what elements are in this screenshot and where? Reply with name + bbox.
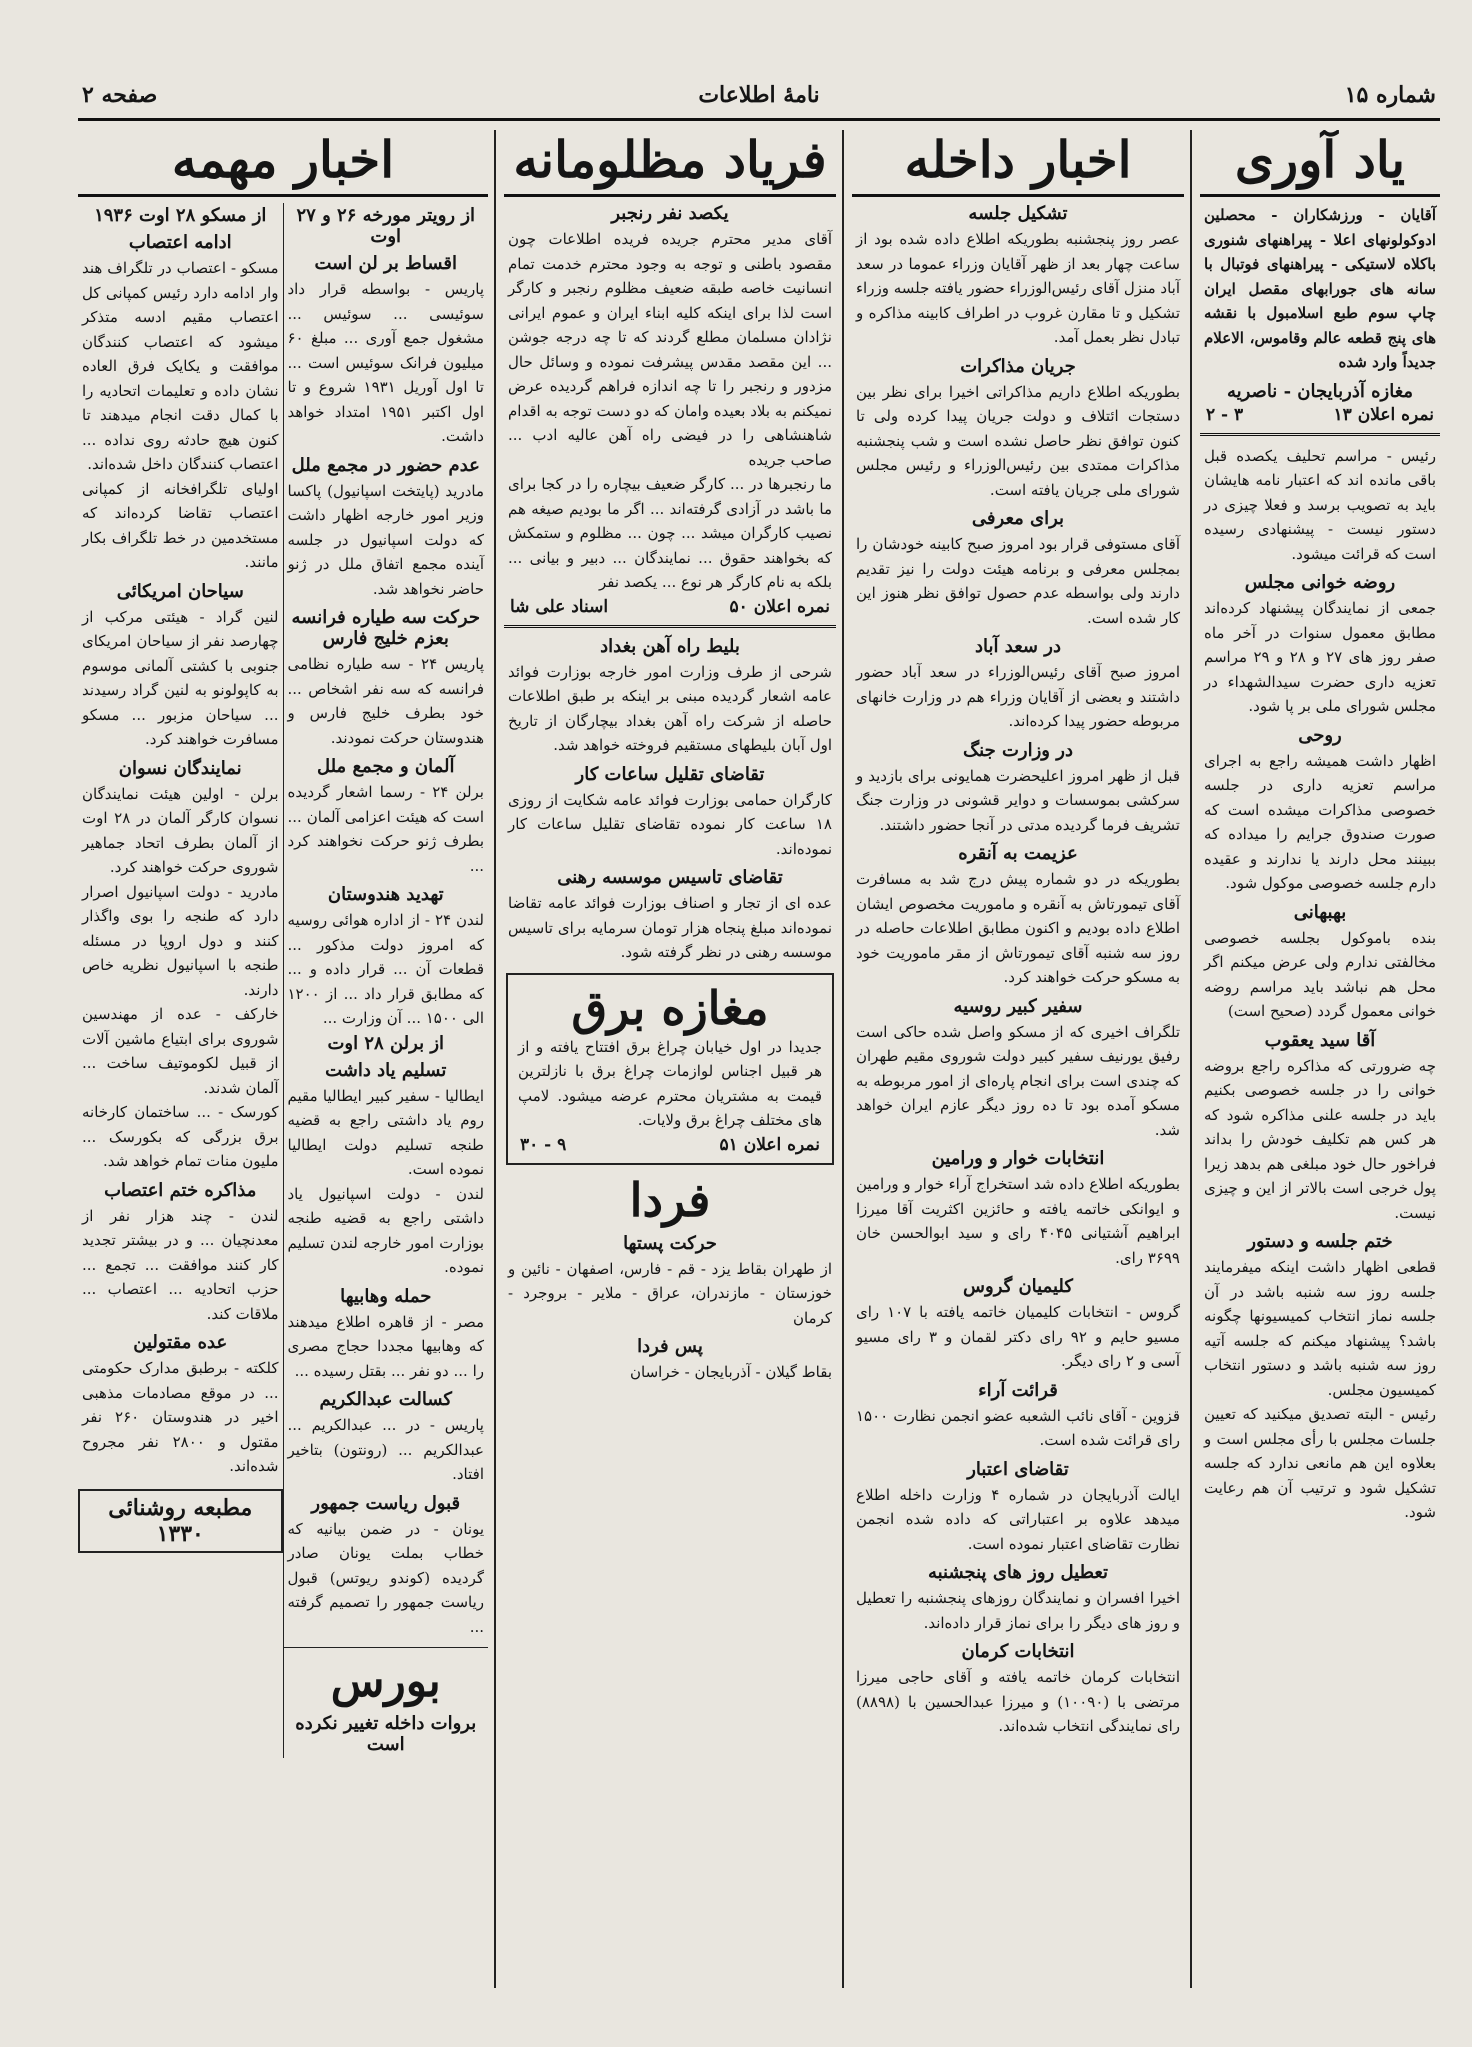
article-text: مصر - از قاهره اطلاع میدهند که وهابیها مجددا حجاج مصری را ... دو نفر ... بقتل رسیده ...: [287, 1312, 484, 1380]
article-text: قبل از ظهر امروز اعلیحضرت همایونی برای بازدید و سرکشی بموسسات و دوایر قشونی در وزارت جنگ تشریف فرما گردیده مدتی در آنجا حضور داشتند.: [856, 766, 1180, 834]
subheading: روضه خوانی مجلس: [1244, 572, 1396, 593]
column-cry-of-oppressed: [504, 130, 836, 2028]
subheading: کلیمیان گروس: [963, 1276, 1073, 1297]
subheading: جریان مذاکرات: [960, 355, 1076, 377]
subheading: تسلیم یاد داشت: [325, 1059, 447, 1081]
subheading: انتخابات خوار و ورامین: [931, 1148, 1105, 1169]
notice-line: [1206, 405, 1434, 425]
subheading: ختم جلسه و دستور: [1247, 1231, 1393, 1252]
article-text: از طهران بقاط یزد - قم - فارس، اصفهان - نائین و خوزستان - مازندران، عراق - ملایر - بروجرد - کرمان: [508, 1259, 832, 1327]
article-text: تلگراف اخیری که از مسکو واصل شده حاکی است رفیق یورنیف سفیر کبیر دولت شوروی مقیم طهران که چندی است برای انجام پاره‌ای از امور مربوطه به مسکو آمده بود تا ده روز دیگر عازم ایران خواهد شد.: [856, 1022, 1180, 1139]
article-text: لندن ۲۴ - از اداره هوائی روسیه که امروز دولت مذکور ... قطعات آن ... قرار داده و ... که مطابق قرار داد ... از ۱۲۰۰ الی ۱۵۰۰ ... آن وزارت ...: [287, 911, 484, 1027]
article-text: پاریس - در ... عبدالکریم ... عبدالکریم ... (رونتون) بتاخیر افتاد.: [287, 1416, 484, 1483]
article-text: ما رنجبرها در ... کارگر ضعیف بیچاره را در کجا برای ما باشد در آزادی گرفته‌اند ... اگر ما بودیم صیغه هم نصیب کارگران میشد ... چون ... مظلوم و ستمکش که بخواهند حقوق ... نمایندگان ... دبیر و بیانی ... بلکه به نام کارگر هر نوع ... یکصد نفر: [508, 475, 832, 591]
subheading: آلمان و مجمع ملل: [316, 756, 455, 777]
article-text: کورسک - ... ساختمان کارخانه برق بزرگی که بکورسک ... ملیون منات تمام خواهد شد.: [82, 1103, 279, 1170]
notice-number: نمره اعلان ۵۱: [719, 1134, 820, 1155]
dateline: از رویتر مورخه ۲۶ و ۲۷ اوت: [296, 205, 476, 247]
subheading: پس فردا: [637, 1336, 703, 1357]
page-number: صفحه ۲: [82, 82, 158, 108]
subheading: بلیط راه آهن بغداد: [600, 635, 740, 657]
subheading: عدم حضور در مجمع ملل: [291, 454, 480, 476]
tomorrow-title: فردا: [629, 1172, 711, 1227]
column-title: فریاد مظلومانه: [504, 130, 836, 197]
column-domestic-news: [852, 130, 1184, 2028]
article-text: قزوین - آقای نائب الشعبه عضو انجمن نظارت ۱۵۰۰ رای قرائت شده است.: [856, 1406, 1180, 1449]
article-text: کلکته - برطبق مدارک حکومتی ... در موقع مصادمات مذهبی اخیر در هندوستان ۲۶۰ نفر مقتول و ۲۸۰۰ نفر مجروح شده‌اند.: [82, 1359, 279, 1475]
article-text: اظهار داشت همیشه راجع به اجرای مراسم تعزیه داری در جلسه خصوصی مذاکرات میشده است که صورت صندوق جرایم را میداده که ببینند محل دارند یا ندارند و عقیده دارم جلسه خصوصی موکول شود.: [1204, 751, 1436, 892]
article-text: بطوریکه اطلاع داریم مذاکراتی اخیرا برای نظر بین دستجات ائتلاف و دولت جریان پیدا کرده ولی تا کنون توافق نظر حاصل نشده است و شب پنجشنبه مذاکرات ممتدی بین رئیس‌الوزراء و رئیس مجلس شورای ملی جریان یافته است.: [856, 382, 1180, 499]
article-text: خارکف - عده از مهندسین شوروی برای ابتیاع ماشین آلات از قبیل لکوموتیف ساخت ... آلمان شدند.: [82, 1005, 279, 1097]
article-text: گروس - انتخابات کلیمیان خاتمه یافته با ۱۰۷ رای مسیو حایم و ۹۲ رای دکتر لقمان و ۳ رای مسیو آسی و ۲ رای دیگر.: [856, 1303, 1180, 1370]
subheading: آقا سید یعقوب: [1264, 1029, 1376, 1051]
subheading: تقاضای تاسیس موسسه رهنی: [557, 867, 783, 888]
subheading: اقساط بر لن است: [314, 253, 457, 274]
subheading: حمله وهابیها: [340, 1285, 432, 1307]
dateline: از برلن ۲۸ اوت: [327, 1032, 445, 1054]
article-text: بطوریکه اطلاع داده شد استخراج آراء خوار و ورامین و ایوانکی خاتمه یافته و حائزین اکثریت آقا میرزا ابراهیم آشتیانی ۴۰۴۵ رای و سید ابوالحسن خان ۳۶۹۹ رای.: [856, 1175, 1180, 1267]
subheading: عده مقتولین: [133, 1332, 228, 1353]
article-text: مسکو - اعتصاب در تلگراف هند وار ادامه دارد رئیس کمپانی کل اعتصاب مقیم ادسه متذکر میشود که اعتصاب کنندگان موافقت و یکایک فرق العاده نشان داده و تعلیمات اتحادیه را با کمال دقت انجام میدهند تا کنون هیچ حادثه روی نداده ... اعتصاب کنندگان داخل شده‌اند.: [82, 259, 279, 473]
article-text: اولیای تلگرافخانه از کمپانی اعتصاب تقاضا کرده‌اند که مستخدمین در خط تلگراف بکار مانند.: [82, 479, 279, 571]
subheading: برای معرفی: [971, 508, 1065, 529]
article-text: قطعی اظهار داشت اینکه میفرمایند جلسه روز سه شنبه باشد در آن جلسه نماز انتخاب کمیسیونها چگونه باشد؟ پیشنهاد میکنم که جلسه آتیه روز سه شنبه باشد و دستور انتخاب کمیسیون مجلس.: [1204, 1258, 1436, 1399]
ad-text: جدیدا در اول خیابان چراغ برق افتتاح یافته و از هر قبیل اجناس لوازمات چراغ برق با نازلترین قیمت به مشتریان محترم عرضه میشود. لامپ های مختلف چراغ برق ولایات.: [518, 1037, 822, 1129]
subheading: کسالت عبدالکریم: [319, 1389, 452, 1410]
column-rule: [1190, 130, 1192, 1988]
column-rule: [494, 130, 496, 1988]
advertisement-box: [506, 973, 834, 1165]
subheading: یکصد نفر رنجبر: [611, 203, 729, 224]
article-text: کارگران حمامی بوزارت فوائد عامه شکایت از روزی ۱۸ ساعت کار نموده تقاضای تقلیل ساعات کار نموده‌اند.: [508, 790, 832, 858]
notice-number: نمره اعلان ۱۳: [1333, 404, 1434, 425]
article-text: چه ضرورتی که مذاکره راجع بروضه خوانی را در جلسه خصوصی بکنیم باید در جلسه علنی مذاکره شود که هر کس هم تکلیف خودش را بداند فراخور حال خود مبلغی هم بدهد زیرا پول خرجی است بالاتر از این و چیزی نیست.: [1204, 1056, 1436, 1222]
page-header: [78, 78, 1440, 121]
article-text: جمعی از نمایندگان پیشنهاد کرده‌اند مطابق معمول سنوات در آخر ماه صفر روز های ۲۷ و ۲۸ و ۲۹ مراسم تعزیه داری حضرت سیدالشهداء در مجلس شورای ملی بر پا شود.: [1204, 599, 1437, 715]
subheading: در وزارت جنگ: [963, 739, 1073, 761]
article-text: پاریس ۲۴ - سه طیاره نظامی فرانسه که سه نفر اشخاص ... خود بطرف خلیج فارس و هندوستان حرکت نمودند.: [287, 655, 484, 747]
issue-number: شماره ۱۵: [1344, 82, 1436, 108]
notice-dates: ۹ - ۳۰: [520, 1134, 567, 1155]
bourse-box: [284, 1656, 489, 1755]
article-text: رئیس - مراسم تحلیف یکصده قبل باقی مانده اند که اعتبار نامه هایشان باید به تصویب برسد و فعلا چیزی در دستور نیست - پیشنهادی رسیده است که قرائت میشود.: [1204, 446, 1436, 563]
article-text: آقای مدیر محترم جریده فریده اطلاعات چون مقصود باطنی و توجه به وجود محترم خدمت تمام انسانیت خاصه طبقه ضعیف مظلوم رنجبر و کارگر است لذا برای اینکه کلیه ابناء ایران و عموم ایرانی نژادان مسلمان مطلع گردند که تا چه درجه جوشن ... این مقصد مقدس پیشرفت نموده و وسائل حال مزدور و رنجبر را تا چه اندازه فراهم گردیده عرض نمیکنم به بلاد بعیده وامان که دو دست توجه به اقدام شاهنشاهی را در فیضی راه آهن عالیه ادب ... صاحب جریده: [508, 230, 832, 469]
ad-title: مغازه برق: [571, 980, 769, 1035]
reuters-subcolumn: [284, 203, 489, 1758]
subheading: تهدید هندوستان: [327, 884, 444, 905]
subheading: تقاضای اعتبار: [967, 1458, 1069, 1480]
subheading: ادامه اعتصاب: [128, 232, 232, 253]
notice-dates: ۳ - ۲: [1206, 404, 1244, 425]
article-text: انتخابات کرمان خاتمه یافته و آقای حاجی میرزا مرتضی با (۱۰۰۹۰) و میرزا عبدالحسین با (۸۸۹۸) رای نمایندگی انتخاب شده‌اند.: [856, 1668, 1180, 1735]
article-text: عصر روز پنجشنبه بطوریکه اطلاع داده شده بود از ساعت چهار بعد از ظهر آقایان وزراء عموما در سعد آباد منزل آقای رئیس‌الوزراء حضور یافته جلسه وزراء تشکیل و تا مقارن غروب در اطراف کابینه مذاکره و تبادل نظر بعمل آمد.: [856, 230, 1180, 346]
subheading: سفیر کبیر روسیه: [953, 995, 1083, 1017]
bourse-title: بورس: [330, 1656, 441, 1707]
subheading: سیاحان امریکائی: [116, 580, 244, 602]
column-important-news: [78, 130, 488, 2028]
column-yadavari: [1200, 130, 1440, 2028]
article-text: آقای مستوفی قرار بود امروز صبح کابینه خودشان را بمجلس معرفی و برنامه هیئت دولت را نیز تقدیم دارند ولی بواسطه عدم حصول توافق نظر هنوز این کار شده است.: [856, 535, 1180, 627]
subheading: قبول ریاست جمهور: [311, 1492, 461, 1514]
newspaper-page: [78, 78, 1440, 2028]
subheading: نمایندگان نسوان: [118, 757, 242, 779]
news-subcolumns: [78, 203, 488, 1758]
article-text: یونان - در ضمن بیانیه که خطاب بملت یونان صادر گردیده (کوندو ریوتس) قبول ریاست جمهور را تصمیم گرفته ...: [287, 1519, 484, 1636]
ad-shop: مغازه آذربایجان - ناصریه: [1226, 380, 1414, 402]
article-text: مادرید - دولت اسپانیول اصرار دارد که طنجه را بوی واگذار کنند و دول اروپا در مسئله طنجه با اسپانیول نظریه خاص دارند.: [82, 882, 279, 999]
article-text: بقاط گیلان - آذربایجان - خراسان: [630, 1363, 832, 1381]
column-rule: [842, 130, 844, 1988]
article-text: برلن - اولین هیئت نمایندگان نسوان کارگر آلمان در ۲۸ اوت از آلمان بطرف اتحاد جماهیر شوروی حرکت خواهند کرد.: [82, 784, 279, 876]
subheading: تشکیل جلسه: [968, 203, 1068, 224]
article-text: ایطالیا - سفیر کبیر ایطالیا مقیم روم یاد داشتی راجع به قضیه طنجه تسلیم دولت ایطالیا نموده است.: [287, 1086, 484, 1178]
subheading: عزیمت به آنقره: [958, 843, 1078, 864]
subheading: بهبهانی: [1293, 901, 1347, 923]
article-text: برلن ۲۴ - رسما اشعار گردیده است که هیئت اعزامی آلمان ... بطرف ژنو حرکت نخواهند کرد ...: [287, 783, 484, 875]
printer-stamp: مطبعه روشنائی ۱۳۳۰: [78, 1489, 283, 1553]
subheading: قرائت آراء: [978, 1379, 1058, 1401]
article-text: امروز صبح آقای رئیس‌الوزراء در سعد آباد حضور داشتند و بعضی از آقایان وزراء هم در وزارت خانهای مربوطه حضور پیدا کرده‌اند.: [856, 663, 1180, 730]
subheading: تعطیل روز های پنجشنبه: [927, 1562, 1109, 1583]
subheading: انتخابات کرمان: [961, 1641, 1075, 1662]
subheading: روحی: [1298, 724, 1342, 746]
article-text: مادرید (پایتخت اسپانیول) پاکسا وزیر امور خارجه اظهار داشت که دولت اسپانیول در جلسه آینده مجمع اتفاق ملل در ژنو حاضر نخواهد شد.: [287, 481, 484, 598]
masthead: نامهٔ اطلاعات: [698, 82, 820, 108]
bourse-text: بروات داخله تغییر نکرده است: [295, 1713, 477, 1755]
article-text: لنین گراد - هیئتی مرکب از چهارصد نفر از سیاحان امریکای جنوبی با کشتی آلمانی موسوم به کاپولونو به لنین گراد رسیدند ... سیاحان مزبور ... مسکو مسافرت خواهند کرد.: [82, 607, 279, 748]
column-title: یاد آوری: [1200, 130, 1440, 197]
article-text: لندن - دولت اسپانیول یاد داشتی راجع به قضیه طنجه بوزارت امور خارجه لندن تسلیم نموده.: [287, 1184, 484, 1276]
ad-text: آقایان - ورزشکاران - محصلین ادوکولونهای اعلا - پیراهنهای شنوری باکلاه لاستیکی - پیراهنهای فوتبال با سانه های جورابهای مقصل ایران چاپ سوم طبع اسلامبول با نقشه های پنج قطعه عالم وقاموس، الاعلام جدیداً وارد شده: [1204, 206, 1436, 371]
subheading: مذاکره ختم اعتصاب: [104, 1179, 257, 1201]
subheading: در سعد آباد: [975, 636, 1061, 657]
subheading: حرکت پستها: [623, 1232, 717, 1254]
column-title: اخبار مهمه: [78, 130, 488, 197]
moscow-subcolumn: [78, 203, 284, 1758]
notice-line: [520, 1135, 820, 1155]
article-text: رئیس - البته تصدیق میکنید که تعیین جلسات مجلس با رأی مجلس است و بعلاوه این هم مانعی ندارد که جلسه تشکیل شود و ترتیب آن هم رعایت شود.: [1204, 1405, 1436, 1521]
subheading: تقاضای تقلیل ساعات کار: [575, 763, 765, 785]
article-text: شرحی از طرف وزارت امور خارجه بوزارت فوائد عامه اشعار گردیده مبنی بر اینکه بر طبق اطلاعات حاصله از شرکت راه آهن بغداد بیچارگان از تاریخ اول آبان بلیطهای مستقیم فروخته خواهد شد.: [508, 662, 832, 754]
article-text: بطوریکه در دو شماره پیش درج شد به مسافرت آقای تیمورتاش به آنقره و ماموریت مخصوص ایشان اطلاع داده بودیم و اکنون مطابق اطلاعات حاصله در روز سه شنبه آقای تیمورتاش از مقر ماموریت خود به مسکو حرکت خواهند کرد.: [856, 870, 1180, 986]
notice-number: نمره اعلان ۵۰: [729, 596, 830, 617]
article-text: بنده باموکول بجلسه خصوصی مخالفتی ندارم ولی عرض میکنم اگر محل هم نباشد باید مراسم روضه خوانی معمول گردد (صحیح است): [1204, 928, 1436, 1020]
article-text: عده ای از تجار و اصناف بوزارت فوائد عامه تقاضا نموده‌اند مبلغ پنجاه هزار تومان سرمایه برای تاسیس موسسه رهنی در نظر گرفته شود.: [508, 894, 832, 961]
dateline: از مسکو ۲۸ اوت ۱۹۳۶: [94, 205, 267, 226]
article-text: اخیرا افسران و نمایندگان روزهای پنجشنبه را تعطیل و روز های دیگر را برای نماز قرار داده‌اند.: [856, 1589, 1180, 1632]
article-text: ایالت آذربایجان در شماره ۴ وزارت داخله اطلاع میدهد علاوه بر اعتباراتی که داده شده انجمن نظارت تقاضای اعتبار نموده است.: [856, 1485, 1180, 1553]
notice-line: [510, 597, 830, 617]
column-title: اخبار داخله: [852, 130, 1184, 197]
subheading: حرکت سه طیاره فرانسه بعزم خلیج فارس: [291, 607, 480, 649]
article-text: لندن - چند هزار نفر از معدنچیان ... و در بیشتر تجدید کار کنند موافقت ... تجمع ... حزب اتحادیه ... اعتصاب ... ملاقات کند.: [82, 1206, 279, 1323]
signature: اسناد علی شا: [510, 596, 609, 617]
article-text: پاریس - بواسطه قرار داد سوئیسی ... سوئیس ... مشغول جمع آوری ... مبلغ ۶۰ میلیون فرانک سوئیس است ... تا اول آوریل ۱۹۳۱ شروع و تا اول اکتبر ۱۹۵۱ امتداد خواهد داشت.: [287, 280, 484, 445]
